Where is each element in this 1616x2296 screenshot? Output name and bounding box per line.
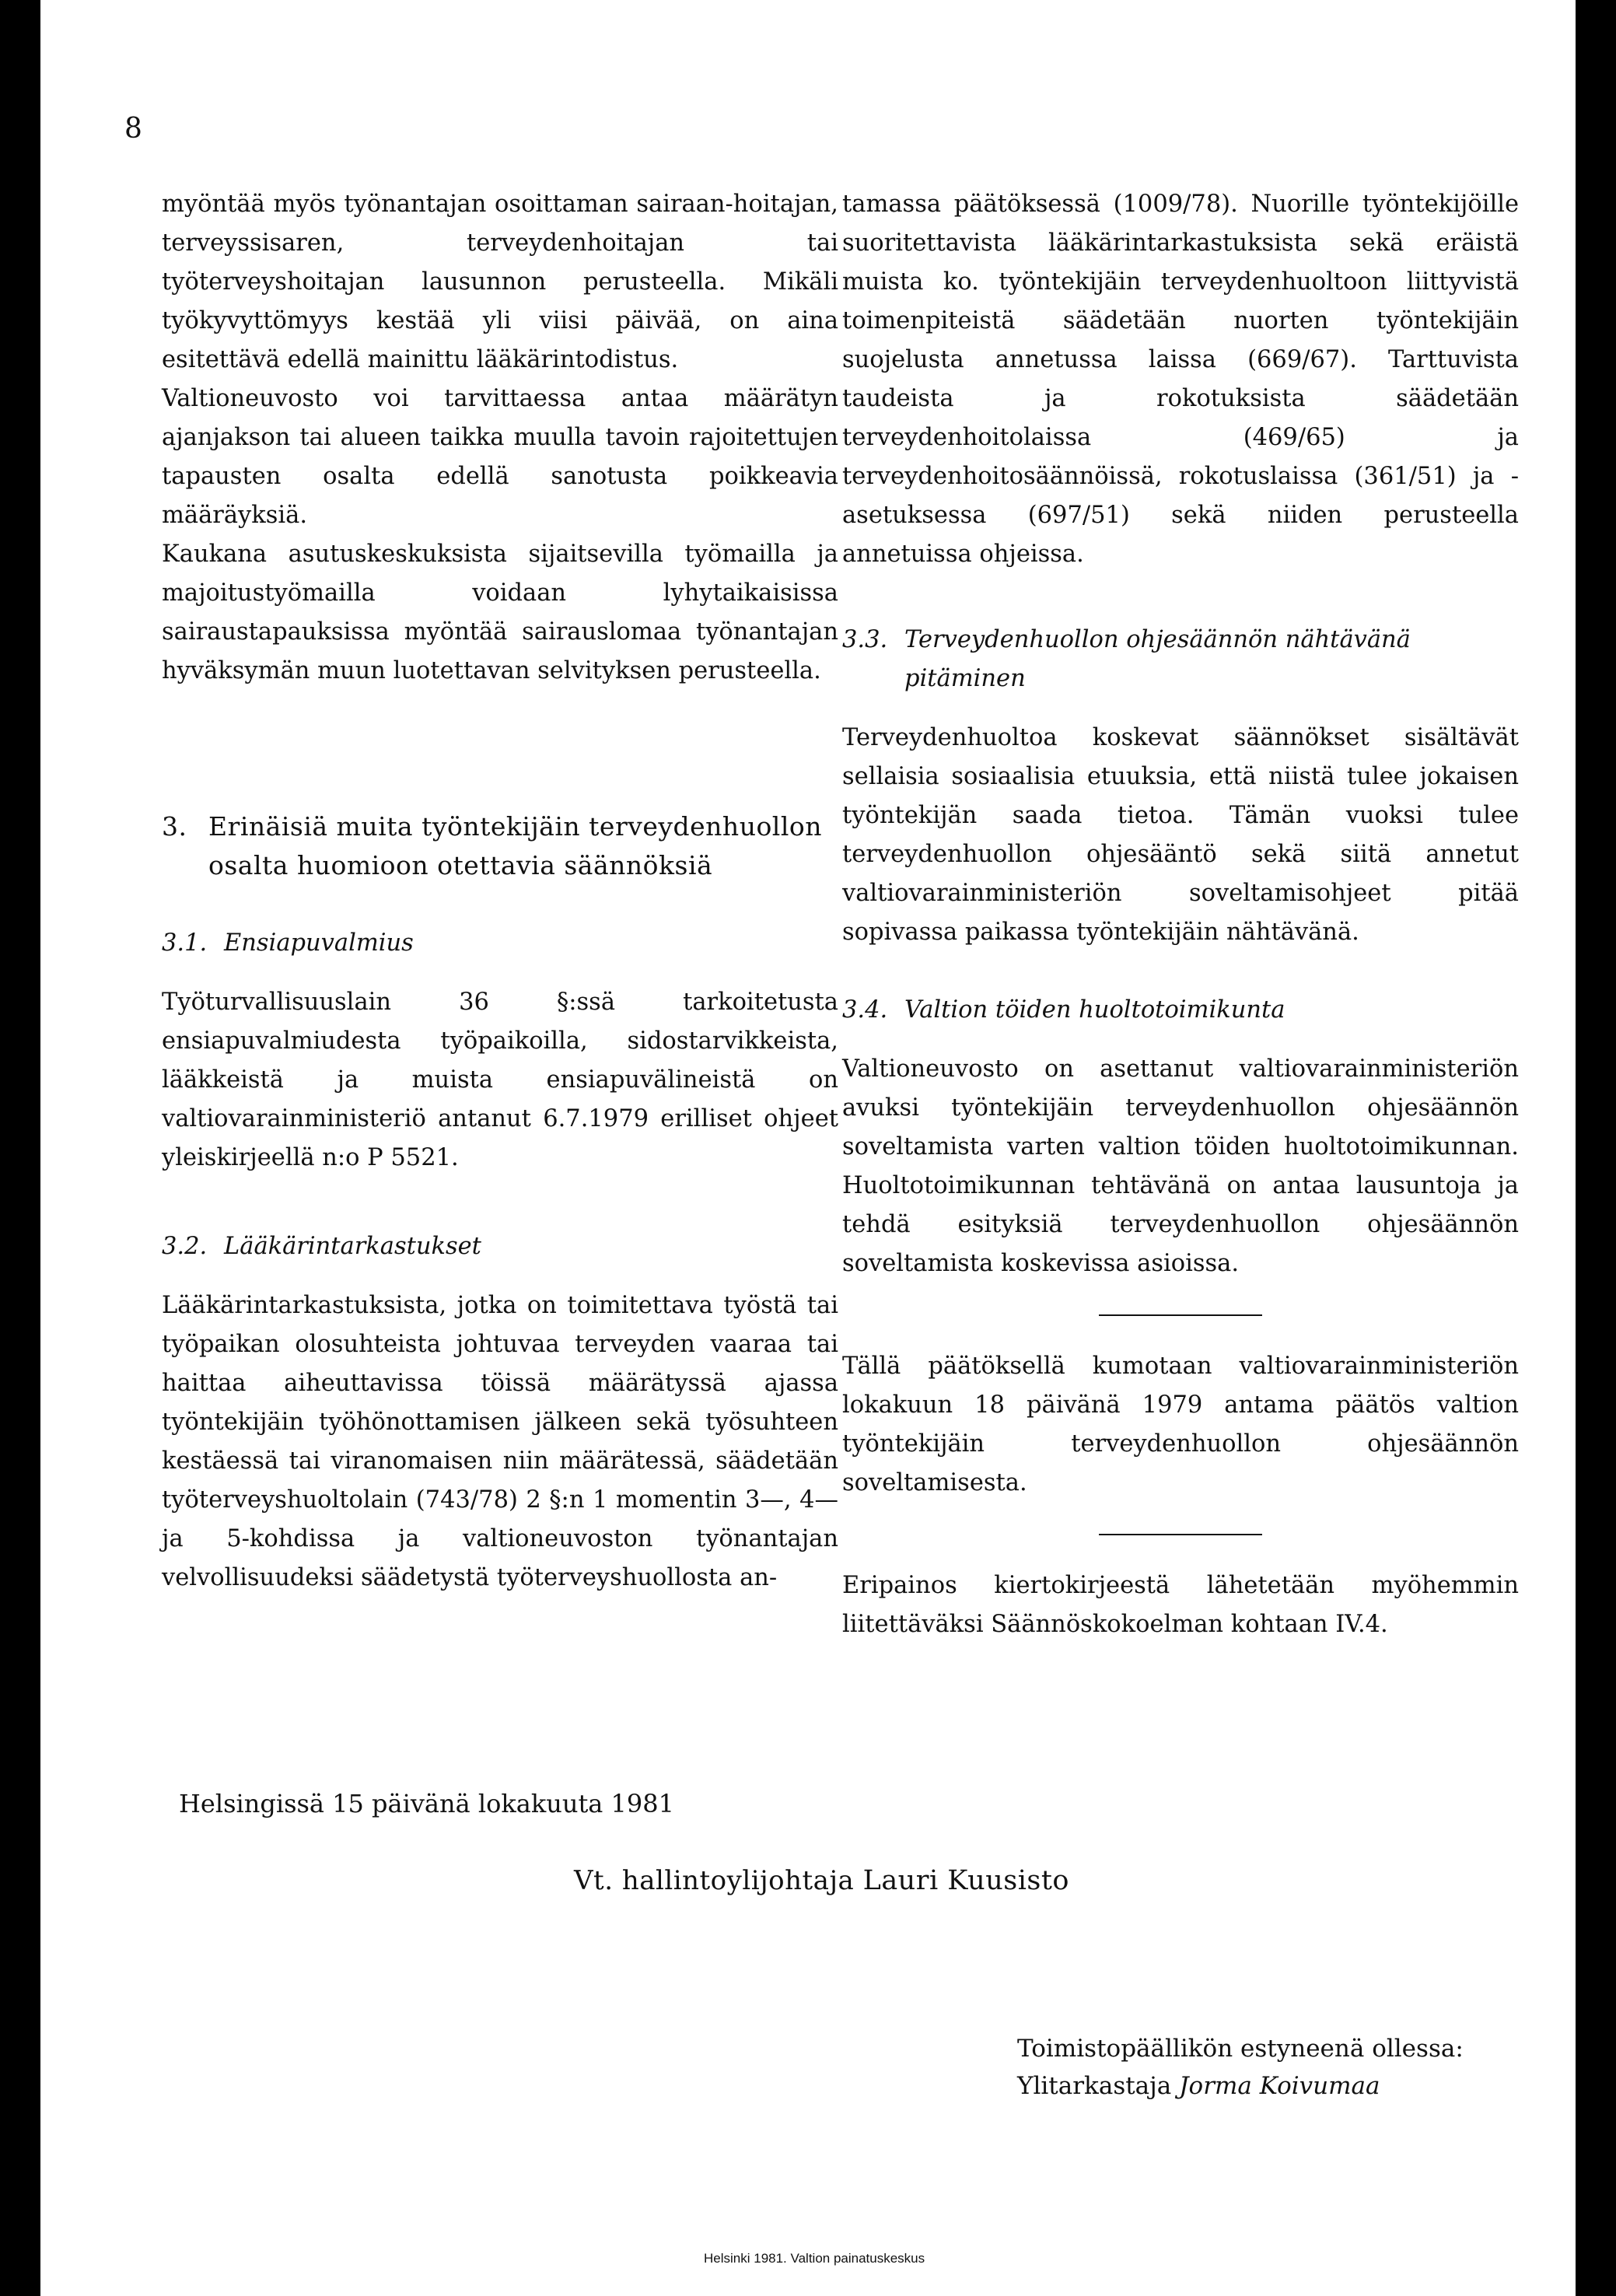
section-3-number: 3.	[162, 811, 187, 842]
section-3-4-number: 3.4.	[842, 996, 888, 1024]
presence-name: Jorma Koivumaa	[1179, 2072, 1380, 2100]
continuation-paragraph: tamassa päätöksessä (1009/78). Nuorille työntekijöille suoritettavista lääkärintarkastuksista sekä eräistä muista ko. työntekijäin terveydenhuoltoon liittyvistä toimenpiteistä säädetään nuorten työntekijäin suojelusta annetussa laissa (669/67). Tarttuvista taudeista ja rokotuksista säädetään terveydenhoitolaissa (469/65) ja terveydenhoitosäännöissä, rokotuslaissa (361/51) ja -asetuksessa (697/51) sekä niiden perusteella annetuissa ohjeissa.	[842, 191, 1519, 568]
section-3-title: Erinäisiä muita työntekijäin terveydenhuollon osalta huomioon otettavia säännöksiä	[208, 811, 823, 880]
divider-rule	[1099, 1534, 1262, 1535]
intro-paragraph: myöntää myös työnantajan osoittaman sairaan-hoitajan, terveyssisaren, terveydenhoitajan tai työterveyshoitajan lausunnon perusteella. Mikäli työkyvyttömyys kestää yli viisi päivää, on aina esitettävä edellä mainittu lääkärintodistus.	[162, 191, 838, 373]
paragraph-remote-sites: Kaukana asutuskeskuksista sijaitsevilla työmailla ja majoitustyömailla voidaan lyhytaikaisissa sairaustapauksissa myöntää sairauslomaa työnantajan hyväksymän muun luotettavan selvityksen perusteella.	[162, 541, 838, 684]
section-3-1-title: Ensiapuvalmius	[224, 929, 414, 957]
paragraph-council-exceptions: Valtioneuvosto voi tarvittaessa antaa määrätyn ajanjakson tai alueen taikka muulla tavoin rajoitettujen tapausten osalta edellä sanotusta poikkeavia määräyksiä.	[162, 385, 838, 529]
repeal-paragraph: Tällä päätöksellä kumotaan valtiovarainministeriön lokakuun 18 päivänä 1979 antama päätös valtion työntekijäin terveydenhuollon ohjesäännön soveltamisesta.	[842, 1353, 1519, 1496]
signer-title: Vt. hallintoylijohtaja	[574, 1865, 855, 1896]
section-3-1-text: Työturvallisuuslain 36 §:ssä tarkoitetusta ensiapuvalmiudesta työpaikoilla, sidostarvikkeista, lääkkeistä ja muista ensiapuvälineistä on valtiovarainministeriö antanut 6.7.1979 erilliset ohjeet yleiskirjeellä n:o P 5521.	[162, 989, 838, 1171]
right-column	[842, 185, 1519, 1644]
section-3-2-number: 3.2.	[162, 1233, 208, 1260]
presence-note: Toimistopäällikön estyneenä ollessa:	[1017, 2035, 1464, 2063]
section-3-3-text: Terveydenhuoltoa koskevat säännökset sisältävät sellaisia sosiaalisia etuuksia, että niistä tulee jokaisen työntekijän saada tietoa. Tämän vuoksi tulee terveydenhuollon ohjesääntö sekä siitä annetut valtiovarainministeriön soveltamisohjeet pitää sopivassa paikassa työntekijäin nähtävänä.	[842, 724, 1519, 946]
left-column	[162, 185, 838, 1598]
presence-title: Ylitarkastaja	[1017, 2072, 1172, 2100]
scan-border-left	[0, 0, 40, 2296]
offprint-paragraph: Eripainos kiertokirjeestä lähetetään myöhemmin liitettäväksi Säännöskokoelman kohtaan IV.4.	[842, 1572, 1519, 1638]
section-3-2-text: Lääkärintarkastuksista, jotka on toimitettava työstä tai työpaikan olosuhteista johtuvaa terveyden vaaraa tai haittaa aiheuttavissa töissä määrätyssä ajassa työntekijäin työhönottamisen jälkeen sekä työsuhteen kestäessä tai viranomaisen niin määrätessä, säädetään työterveyshuoltolain (743/78) 2 §:n 1 momentin 3—, 4— ja 5-kohdissa ja valtioneuvoston työnantajan velvollisuudeksi säädetystä työterveyshuollosta an-	[162, 1292, 838, 1591]
section-3-3-title: Terveydenhuollon ohjesäännön nähtävänä pitäminen	[904, 626, 1411, 692]
signer-name: Lauri Kuusisto	[862, 1865, 1069, 1896]
countersignature	[1017, 2030, 1464, 2105]
section-3-2-title: Lääkärintarkastukset	[224, 1233, 481, 1260]
page-number: 8	[124, 113, 142, 145]
place-and-date: Helsingissä 15 päivänä lokakuuta 1981	[179, 1789, 674, 1818]
section-3-4-title: Valtion töiden huoltotoimikunta	[904, 996, 1285, 1024]
section-3-2-heading	[162, 1227, 838, 1266]
printer-imprint: Helsinki 1981. Valtion painatuskeskus	[704, 2251, 925, 2266]
section-3-4-heading	[842, 991, 1519, 1030]
section-3-3-number: 3.3.	[842, 626, 888, 653]
section-3-3-heading	[842, 621, 1519, 698]
divider-rule	[1099, 1314, 1262, 1316]
signature-line	[574, 1865, 1069, 1896]
section-3-heading	[162, 807, 838, 885]
scan-border-right	[1576, 0, 1616, 2296]
section-3-4-text: Valtioneuvosto on asettanut valtiovarainministeriön avuksi työntekijäin terveydenhuollon ohjesäännön soveltamista varten valtion töiden huoltotoimikunnan. Huoltotoimikunnan tehtävänä on antaa lausuntoja ja tehdä esityksiä terveydenhuollon ohjesäännön soveltamista koskevissa asioissa.	[842, 1055, 1519, 1277]
section-3-1-number: 3.1.	[162, 929, 208, 957]
section-3-1-heading	[162, 924, 838, 963]
